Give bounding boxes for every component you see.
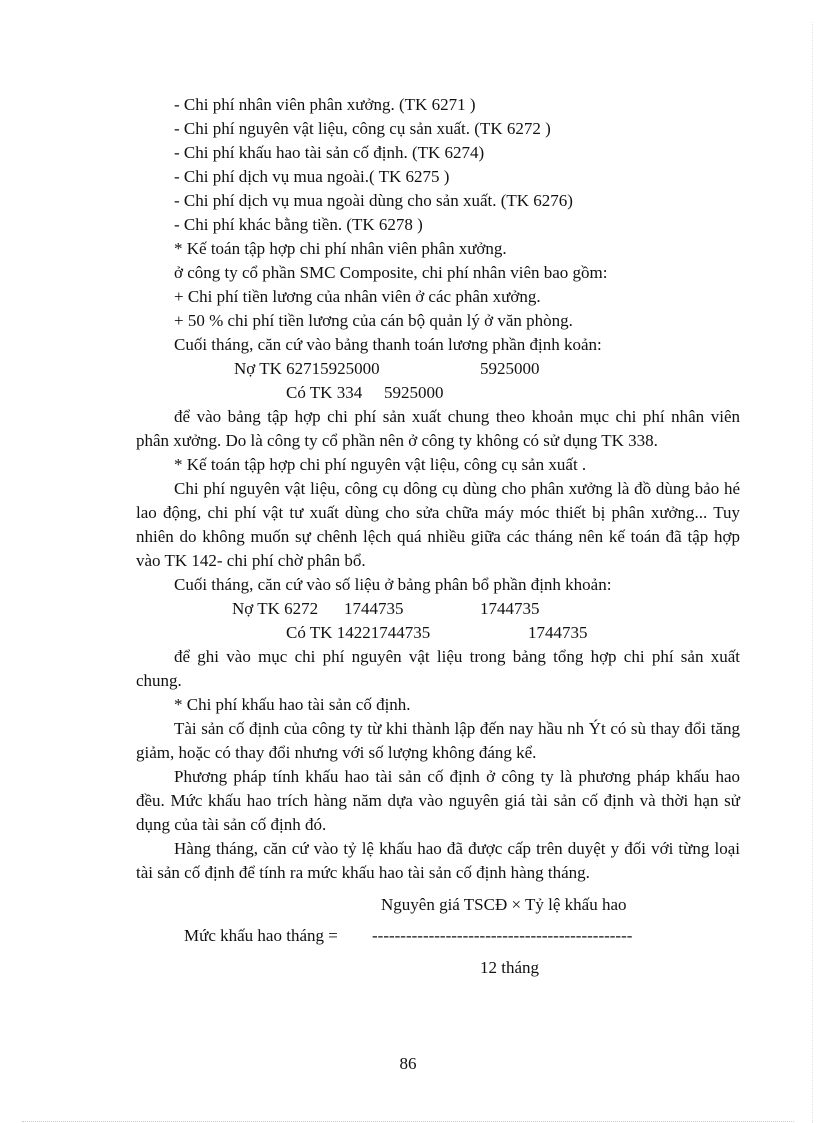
section-heading: * Kế toán tập hợp chi phí nhân viên phân xưởng. — [174, 239, 507, 258]
debit-label: Nợ TK 62715925000 — [234, 359, 380, 378]
paragraph: để ghi vào mục chi phí nguyên vật liệu trong bảng tổng hợp chi phí sản xuất chung. — [136, 647, 740, 690]
cost-item: - Chi phí nhân viên phân xưởng. (TK 6271 ) — [174, 95, 476, 114]
formula-label: Mức khấu hao tháng = — [184, 926, 338, 945]
debit-value: 1744735 — [344, 599, 404, 618]
bullet: + 50 % chi phí tiền lương của cán bộ quản lý ở văn phòng. — [174, 311, 573, 330]
credit-label: Có TK 334 — [286, 383, 363, 402]
page-number: 86 — [399, 1054, 417, 1073]
depreciation-formula — [136, 893, 740, 993]
journal-debit — [136, 357, 740, 381]
paragraph: Tài sản cố định của công ty từ khi thành lập đến nay hầu nh Ýt có sù thay đổi tăng giảm, hoặc có thay đổi nhưng với số lượng không đáng kể. — [136, 719, 740, 762]
debit-amount: 1744735 — [480, 599, 540, 618]
paragraph: Chi phí nguyên vật liệu, công cụ dông cụ dùng cho phân xưởng là đồ dùng bảo hé lao động, chi phí vật tư xuất dùng cho sửa chữa máy móc thiết bị phân xưởng... Tuy nhiên do không muốn sự chênh lệch quá nhiều giữa các tháng nên kế toán đã tập hợp vào TK 142- chi phí chờ phân bổ. — [136, 479, 740, 570]
journal-credit — [136, 621, 740, 645]
paragraph: Cuối tháng, căn cứ vào số liệu ở bảng phân bổ phần định khoản: — [174, 575, 612, 594]
debit-label: Nợ TK 6272 — [232, 599, 319, 618]
bullet: + Chi phí tiền lương của nhân viên ở các phân xưởng. — [174, 287, 541, 306]
page-border-bottom — [22, 1121, 794, 1122]
section-heading: * Kế toán tập hợp chi phí nguyên vật liệu, công cụ sản xuất . — [174, 455, 587, 474]
paragraph: Hàng tháng, căn cứ vào tỷ lệ khấu hao đã được cấp trên duyệt y đối với từng loại tài sản cố định để tính ra mức khấu hao tài sản cố định hàng tháng. — [136, 839, 740, 882]
formula-numerator: Nguyên giá TSCĐ × Tỷ lệ khấu hao — [381, 895, 627, 914]
debit-amount: 5925000 — [480, 359, 540, 378]
paragraph: Phương pháp tính khấu hao tài sản cố định ở công ty là phương pháp khấu hao đều. Mức khấu hao trích hàng năm dựa vào nguyên giá tài sản cố định và thời hạn sử dụng của tài sản cố định đó. — [136, 767, 740, 834]
credit-amount: 1744735 — [528, 623, 588, 642]
journal-credit — [136, 381, 740, 405]
formula-fraction-bar: ---------------------------------------------- — [372, 926, 633, 945]
cost-item: - Chi phí khấu hao tài sản cố định. (TK 6274) — [174, 143, 485, 162]
cost-item: - Chi phí dịch vụ mua ngoài dùng cho sản xuất. (TK 6276) — [174, 191, 573, 210]
paragraph: ở công ty cổ phần SMC Composite, chi phí nhân viên bao gồm: — [174, 263, 608, 282]
paragraph: để vào bảng tập hợp chi phí sản xuất chung theo khoản mục chi phí nhân viên phân xưởng. Do là công ty cổ phần nên ở công ty không có sử dụng TK 338. — [136, 407, 740, 450]
cost-item: - Chi phí khác bằng tiền. (TK 6278 ) — [174, 215, 423, 234]
formula-denominator: 12 tháng — [480, 958, 540, 977]
credit-amount: 5925000 — [384, 383, 444, 402]
document-body — [136, 93, 740, 993]
cost-item: - Chi phí nguyên vật liệu, công cụ sản xuất. (TK 6272 ) — [174, 119, 551, 138]
section-heading: * Chi phí khấu hao tài sản cố định. — [174, 695, 411, 714]
cost-item: - Chi phí dịch vụ mua ngoài.( TK 6275 ) — [174, 167, 450, 186]
paragraph: Cuối tháng, căn cứ vào bảng thanh toán lương phần định koản: — [174, 335, 602, 354]
cost-item-list — [136, 93, 740, 237]
page-border-right — [812, 22, 813, 1123]
credit-label: Có TK 14221744735 — [286, 623, 431, 642]
journal-debit — [136, 597, 740, 621]
